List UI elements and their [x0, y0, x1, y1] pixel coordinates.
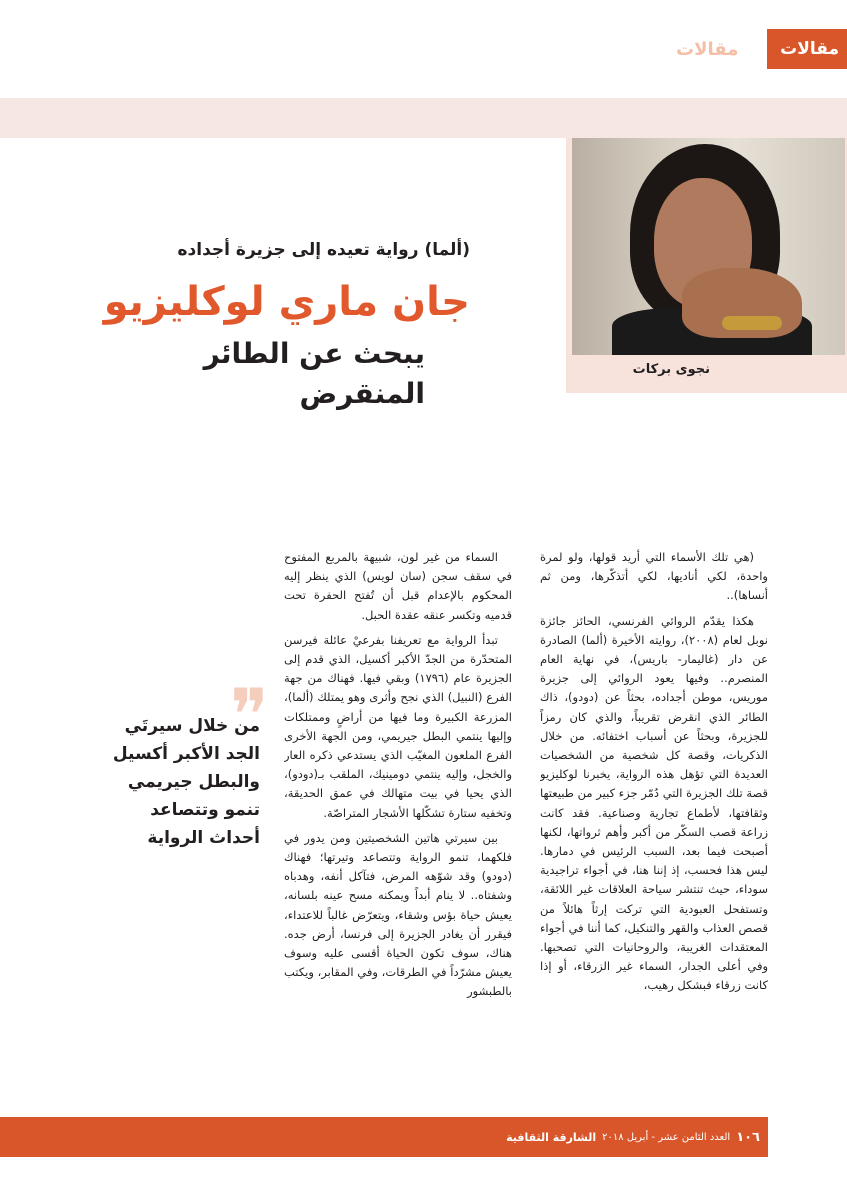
header-band	[0, 98, 847, 138]
author-name: نجوى بركات	[632, 362, 710, 377]
issue-info: العدد الثامن عشر - أبريل ٢٠١٨	[602, 1131, 731, 1143]
page-number: ١٠٦	[736, 1129, 760, 1145]
photo-necklace	[722, 316, 782, 330]
article-column-left	[284, 548, 512, 1088]
section-label: مقالات	[767, 29, 847, 69]
author-photo	[572, 138, 845, 355]
article-kicker: (ألما) رواية تعيده إلى جزيرة أجداده	[177, 240, 470, 260]
paragraph: بين سيرتي هاتين الشخصيتين ومن يدور في فلكهما، تنمو الرواية وتتصاعد وتيرتها؛ فهناك (دودو) وقد شوّهه المرض، فتآكل أنفه، وهدباه وشفتاه.. لا ينام أبداً ويمكنه مسح عينه بلسانه، يعيش حياة بؤس وشقاء، ويتعرّض غالباً للاعتداء، فيقرر أن يغادر الجزيرة إلى فرنسا، أرض جده. هناك، سوف تكون الحياة أقسى عليه وسوف يعيش مشرّداً في الطرقات، وفي المقابر، ويكتب بالطبشور	[284, 830, 512, 999]
section-label-shadow: مقالات	[676, 38, 739, 60]
pull-quote: من خلال سيرتَي الجد الأكبر أكسيل والبطل جيريمي تنمو وتتصاعد أحداث الرواية	[112, 716, 260, 848]
article-column-right	[540, 548, 768, 1088]
author-photo-frame	[566, 138, 847, 393]
article-subtitle: يبحث عن الطائر المنقرض	[203, 337, 425, 410]
paragraph: هكذا يقدّم الروائي الفرنسي، الحائز جائزة نوبل لعام (٢٠٠٨)، روايته الأخيرة (ألما) الصادرة عن دار (غاليمار- باريس)، في نهاية العام المنصرم.. وفيها يعود الروائي إلى جزيرة موريس، موطن أجداده، بحثاً عن (دودو)، ذاك الطائر الذي انقرض تقريباً، والذي كان رمزاً للجزيرة، وبحثاً عن أسباب اختفائه. من خلال الذكريات، وقصة كل شخصية من الشخصيات العديدة التي تؤهل هذه الرواية، يخبرنا لوكليزيو قصة تلك الجزيرة التي دُمّر جزء كبير من طبيعتها وثقافتها، لأطماع تجارية وصناعية. فقد كانت زراعة قصب السكّر من أكبر وأهم ثرواتها، لكنها أصبحت فيما بعد، السبب الرئيس في دمارها. ليس هذا فحسب، إذ إننا هنا، في أجواء تراجيدية سوداء، حيث تنتشر سياحة العلاقات غير اللائقة، وتستفحل العبودية التي تركت إرثاً هائلاً من قصص العذاب والقهر والتنكيل، كما أننا في أجواء المعتقدات الغريبة، والروحانيات التي تصحبها. وفي أعلى الجدار، السماء غير الزرقاء، أو إذا كانت زرقاء فبشكل رهيب،	[540, 613, 768, 993]
article-title: جان ماري لوكليزيو	[103, 279, 470, 325]
quote-mark-icon: ❞	[230, 673, 269, 757]
paragraph: تبدأ الرواية مع تعريفنا بفرعيْ عائلة فيرسن المتحدّرة من الجدّ الأكبر أكسيل، الذي قدم إلى الجزيرة عام (١٧٩٦) وبقي فيها. فهناك من جهة الفرع (النبيل) الذي نجح وأثرى وهو يمتلك (ألما)، المزرعة الكبيرة وما فيها من أراضٍ وممتلكات وإليها ينتمي البطل جيريمي، ومن الجهة الأخرى الفرع الملعون المغيّب الذي يستدعي ذكره العار والخجل، وإليه ينتمي دومينيك، الملقب بـ(دودو)، الذي يحيا في بيت متهالك في عمق الحديقة، وتخفيه ستارة تشكّلها الأشجار المتراصّة.	[284, 632, 512, 820]
magazine-name: الشارقة الثقافية	[506, 1130, 597, 1144]
paragraph: السماء من غير لون، شبيهة بالمربع المفتوح في سقف سجن (سان لويس) الذي ينظر إليه المحكوم بالإعدام قبل أن تُفتح الحفرة تحت قدميه وتكسر عنقه عقدة الحبل.	[284, 550, 512, 622]
footer	[505, 1126, 760, 1148]
paragraph: (هي تلك الأسماء التي أريد قولها، ولو لمرة واحدة، لكي أناديها، لكي أتذكّرها، ومن ثم أنساها)..	[540, 550, 768, 603]
